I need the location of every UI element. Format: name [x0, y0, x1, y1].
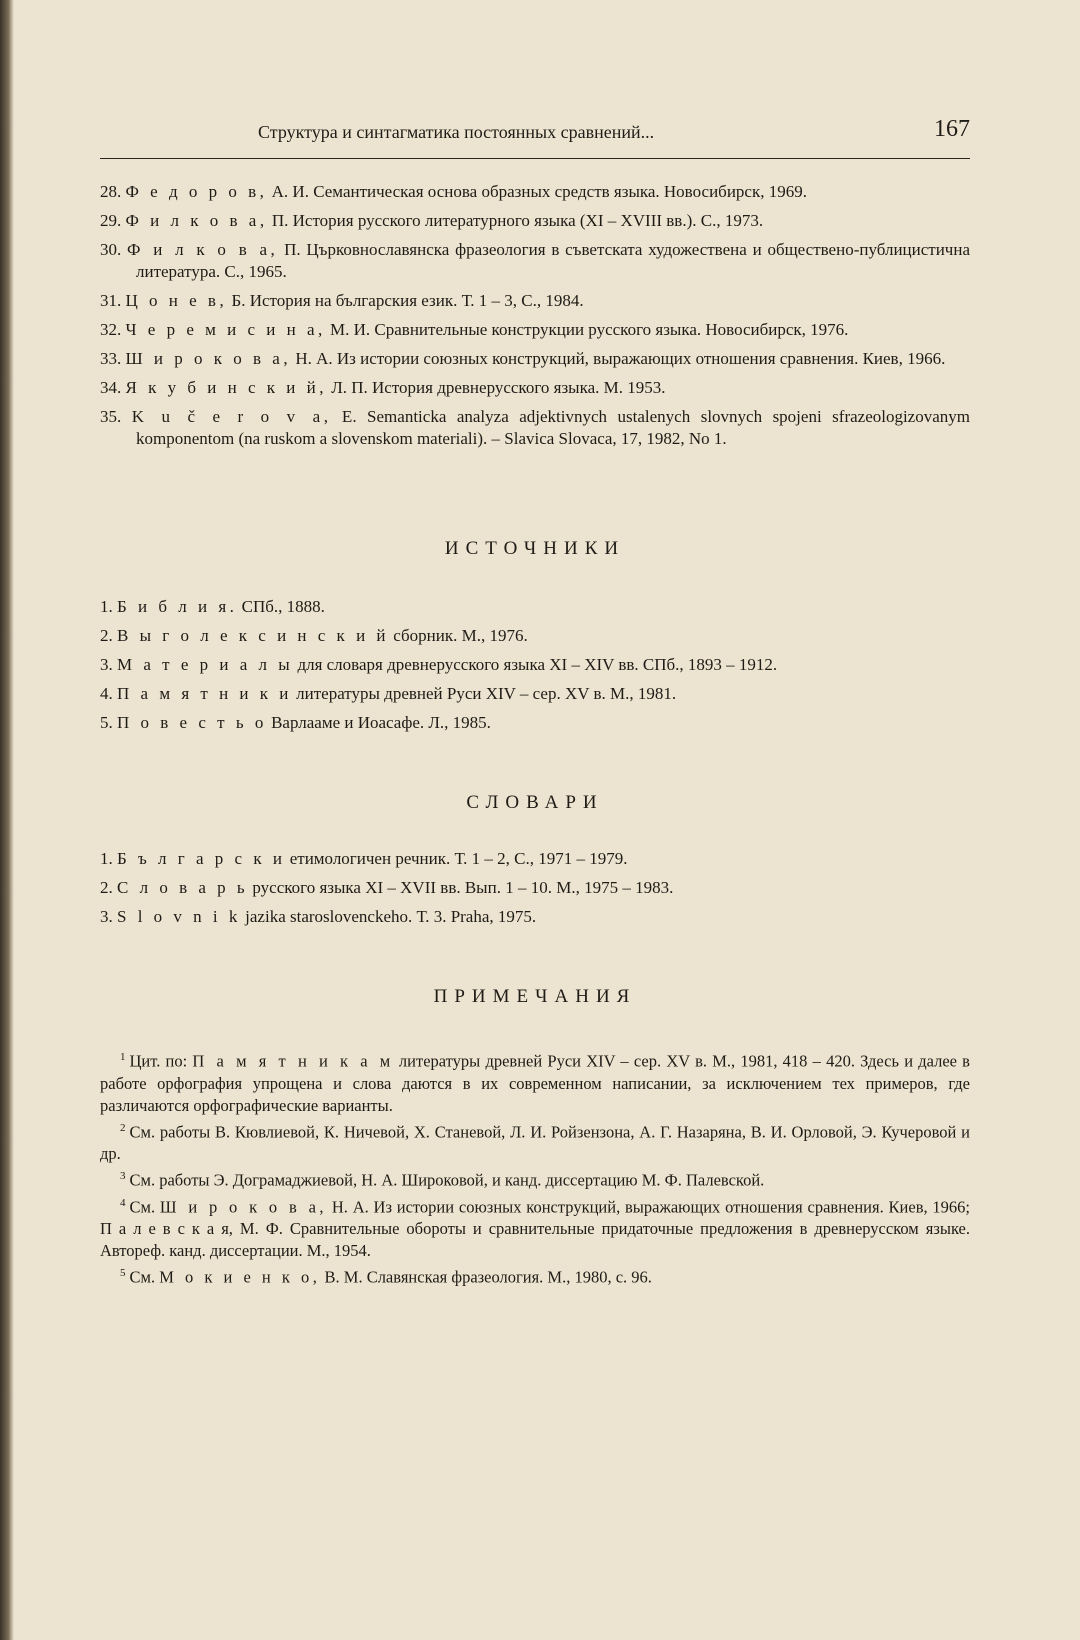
reference-author: Ц о н е в, [125, 291, 228, 310]
source-number: 2. [100, 626, 117, 645]
dictionary-text: русского языка XI – XVII вв. Вып. 1 – 10. М., 1975 – 1983. [248, 878, 674, 897]
running-head [100, 112, 970, 159]
reference-text: Л. П. История древнерусского языка. М. 1953. [326, 378, 666, 397]
dictionary-text: етимологичен речник. Т. 1 – 2, С., 1971 – 1979. [285, 849, 628, 868]
source-number: 1. [100, 597, 117, 616]
source-number: 3. [100, 655, 117, 674]
book-spine-shadow [0, 0, 14, 1640]
dictionary-number: 2. [100, 878, 117, 897]
reference-item [100, 377, 970, 399]
reference-number: 28. [100, 182, 126, 201]
source-text: Варлааме и Иоасафе. Л., 1985. [266, 713, 491, 732]
source-author: В ы г о л е к с и н с к и й [117, 626, 390, 645]
reference-item [100, 290, 970, 312]
source-author: П а м я т н и к и [117, 684, 292, 703]
sources-list [100, 596, 970, 734]
footnote-text: В. М. Славянская фразеология. М., 1980, с. 96. [320, 1267, 652, 1287]
reference-author: Я к у б и н с к и й, [125, 378, 327, 397]
reference-number: 33. [100, 349, 126, 368]
footnote-text: См. работы Э. Дограмаджиевой, Н. А. Широковой, и канд. диссертацию М. Ф. Палевской. [129, 1170, 765, 1190]
footnote [100, 1117, 970, 1166]
page-number: 167 [934, 116, 970, 142]
footnote-author: П а м я т н и к а м [192, 1051, 394, 1071]
reference-author: Ч е р е м и с и н а, [125, 320, 326, 339]
footnote [100, 1165, 970, 1192]
footnote-marker: 5 [120, 1267, 126, 1279]
reference-item [100, 406, 970, 450]
reference-author: Ф и л к о в а, [125, 211, 268, 230]
source-item [100, 712, 970, 734]
footnote-marker: 4 [120, 1196, 126, 1209]
reference-text: Н. А. Из истории союзных конструкций, выражающих отношения сравнения. Киев, 1966. [291, 349, 946, 368]
source-item [100, 654, 970, 676]
source-text: для словаря древнерусского языка XI – XIV вв. СПб., 1893 – 1912. [293, 655, 778, 674]
footnote-marker: 1 [120, 1051, 126, 1063]
reference-item [100, 319, 970, 341]
reference-author: Ф е д о р о в, [125, 182, 268, 201]
reference-number: 34. [100, 378, 126, 397]
source-text: сборник. М., 1976. [389, 626, 528, 645]
footnote-text: литературы древней Руси XIV – сер. XV в. М., 1981, 418 – 420. Здесь и далее в работе орфография упрощена и слова даются в их современном написании, за исключением тех примеров, где различаются орфографические варианты. [100, 1051, 970, 1115]
source-item [100, 683, 970, 705]
reference-number: 32. [100, 320, 126, 339]
source-author: П о в е с т ь о [117, 713, 267, 732]
reference-item [100, 210, 970, 232]
footnote-marker: 2 [120, 1121, 126, 1134]
references-list [100, 181, 970, 450]
reference-text: М. И. Сравнительные конструкции русского языка. Новосибирск, 1976. [325, 320, 849, 339]
dictionary-number: 1. [100, 849, 117, 868]
source-text: СПб., 1888. [237, 597, 325, 616]
source-text: литературы древней Руси XIV – сер. XV в. М., 1981. [291, 684, 677, 703]
footnote [100, 1262, 970, 1289]
book-page [100, 112, 970, 1289]
dictionaries-heading: СЛОВАРИ [466, 792, 604, 813]
reference-text: Б. История на българския език. Т. 1 – 3, С., 1984. [227, 291, 584, 310]
source-item [100, 625, 970, 647]
reference-number: 35. [100, 407, 132, 426]
source-author: Б и б л и я. [117, 597, 238, 616]
reference-item [100, 348, 970, 370]
reference-author: Ф и л к о в а, [127, 240, 279, 259]
reference-number: 30. [100, 240, 128, 259]
dictionary-author: S l o v n i k [117, 907, 241, 926]
footnote-author: М о к и е н к о, [159, 1267, 321, 1287]
footnote-text: См. [129, 1197, 160, 1216]
source-author: М а т е р и а л ы [117, 655, 294, 674]
reference-author: Ш и р о к о в а, [125, 349, 292, 368]
footnote-text: См. [129, 1267, 160, 1287]
dictionary-item [100, 848, 970, 870]
notes-heading: ПРИМЕЧАНИЯ [433, 986, 637, 1007]
reference-text: А. И. Семантическая основа образных средств языка. Новосибирск, 1969. [267, 182, 807, 201]
notes-list [100, 1046, 970, 1289]
footnote-text: Н. А. Из истории союзных конструкций, выражающих отношения сравнения. Киев, 1966; П а л е в с к а я, М. Ф. Сравнительные обороты и сравнительные придаточные предложения в древнерусском языке. Автореф. канд. диссертации. М., 1954. [100, 1197, 970, 1260]
reference-item [100, 239, 970, 283]
dictionary-author: Б ъ л г а р с к и [117, 849, 286, 868]
reference-number: 31. [100, 291, 126, 310]
footnote-author: Ш и р о к о в а, [159, 1197, 328, 1216]
footnote [100, 1192, 970, 1263]
reference-number: 29. [100, 211, 126, 230]
dictionary-author: С л о в а р ь [117, 878, 249, 897]
source-number: 4. [100, 684, 117, 703]
footnote [100, 1046, 970, 1117]
sources-heading: ИСТОЧНИКИ [444, 538, 626, 559]
dictionary-text: jazika staroslovenckeho. Т. 3. Praha, 1975. [240, 907, 537, 926]
footnote-text: Цит. по: [129, 1051, 193, 1071]
running-title: Структура и синтагматика постоянных сравнений... [258, 122, 655, 142]
reference-item [100, 181, 970, 203]
reference-text: E. Semanticka analyza adjektivnych ustalenych slovnych spojeni sfrazeologizovanym komponentom (na ruskom a slovenskom materiali). – Slavica Slovaca, 17, 1982, No 1. [136, 407, 970, 448]
dictionary-number: 3. [100, 907, 117, 926]
source-item [100, 596, 970, 618]
reference-text: П. Църковнославянска фразеология в съветската художествена и обществено-публицистична литература. С., 1965. [136, 240, 970, 281]
dictionary-item [100, 877, 970, 899]
footnote-marker: 3 [120, 1170, 126, 1182]
reference-author: K u č e r o v a, [131, 407, 332, 426]
reference-text: П. История русского литературного языка (XI – XVIII вв.). С., 1973. [267, 211, 764, 230]
footnote-text: См. работы В. Кювлиевой, К. Ничевой, Х. Станевой, Л. И. Ройзензона, А. Г. Назаряна, В. И. Орловой, Э. Кучеровой и др. [100, 1122, 970, 1163]
dictionaries-list [100, 848, 970, 928]
source-number: 5. [100, 713, 117, 732]
dictionary-item [100, 906, 970, 928]
